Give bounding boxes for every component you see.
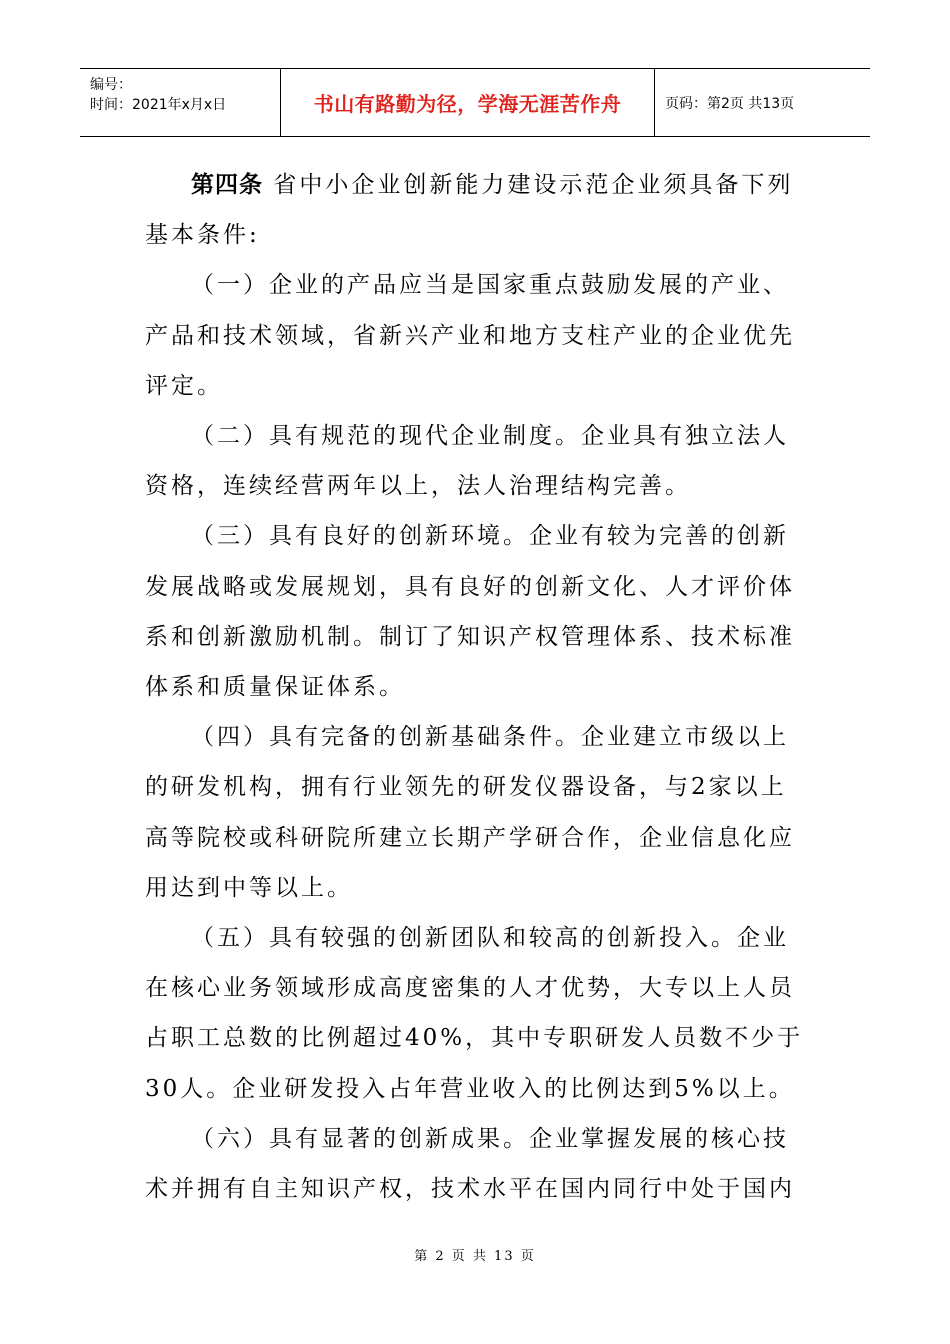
condition-paragraph-4: （四）具有完备的创新基础条件。企业建立市级以上的研发机构，拥有行业领先的研发仪器设备，与2家以上高等院校或科研院所建立长期产学研合作，企业信息化应用达到中等以上。 xyxy=(145,724,795,901)
header-page-cell xyxy=(655,69,870,136)
document-body xyxy=(145,160,810,1214)
page-footer: 第 2 页 共 13 页 xyxy=(414,1249,536,1264)
condition-paragraph-5: （五）具有较强的创新团队和较高的创新投入。企业在核心业务领域形成高度密集的人才优势，大专以上人员占职工总数的比例超过40%，其中专职研发人员数不少于30人。企业研发投入占年营业收入的比例达到5%以上。 xyxy=(145,925,804,1102)
article-intro-text: 省中小企业创新能力建设示范企业须具备下列基本条件: xyxy=(145,172,794,249)
page-number-label: 页码：第2页 共13页 xyxy=(665,95,795,112)
article-intro-paragraph xyxy=(145,160,810,260)
condition-paragraph-6: （六）具有显著的创新成果。企业掌握发展的核心技术并拥有自主知识产权，技术水平在国内同行中处于国内 xyxy=(145,1125,795,1203)
motto-text: 书山有路勤为径，学海无涯苦作舟 xyxy=(313,92,622,116)
header-meta-cell xyxy=(80,69,281,136)
condition-paragraph-2: （二）具有规范的现代企业制度。企业具有独立法人资格，连续经营两年以上，法人治理结构完善。 xyxy=(145,423,789,500)
document-header xyxy=(80,68,870,137)
header-motto-cell xyxy=(281,69,655,136)
condition-paragraph-1: （一）企业的产品应当是国家重点鼓励发展的产业、产品和技术领域，省新兴产业和地方支柱产业的企业优先评定。 xyxy=(145,272,795,399)
time-label: 时间：2021年x月x日 xyxy=(90,97,227,113)
article-title: 第四条 xyxy=(191,172,263,198)
serial-number-label: 编号： xyxy=(90,77,132,93)
condition-paragraph-3: （三）具有良好的创新环境。企业有较为完善的创新发展战略或发展规划，具有良好的创新文化、人才评价体系和创新激励机制。制订了知识产权管理体系、技术标准体系和质量保证体系。 xyxy=(145,523,795,701)
